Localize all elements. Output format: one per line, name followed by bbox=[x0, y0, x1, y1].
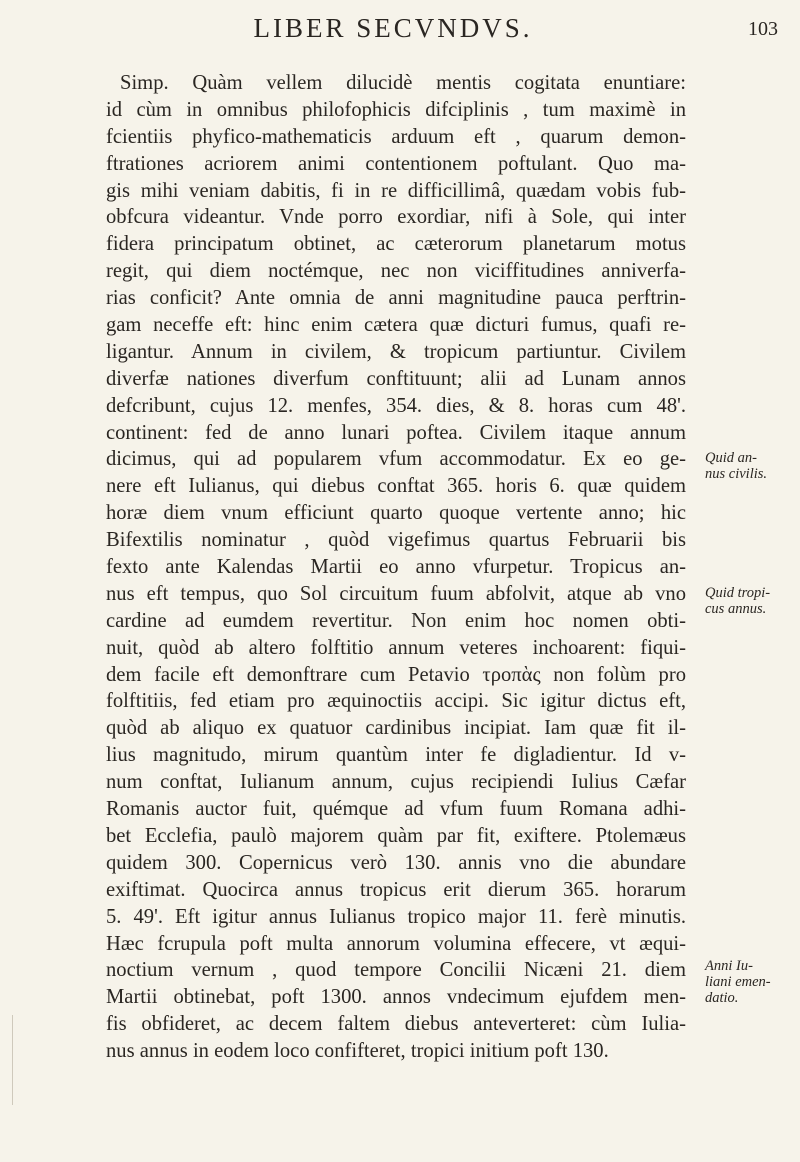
margin-note-civil-year bbox=[705, 450, 767, 482]
text-line: cardine ad eumdem revertitur. Non enim hoc nomen obti- bbox=[106, 609, 686, 632]
margin-note-line: cus annus. bbox=[705, 601, 767, 617]
text-line: gis mihi veniam dabitis, fi in re difficillimâ, quædam vobis fub- bbox=[106, 179, 686, 202]
text-line: fexto ante Kalendas Martii eo anno vfurpetur. Tropicus an- bbox=[106, 556, 686, 579]
text-line: nuit, quòd ab altero folftitio annum veteres inchoarent: fiqui- bbox=[106, 636, 686, 659]
text-line: regit, qui diem noctémque, nec non viciffitudines anniverfa- bbox=[106, 260, 686, 283]
text-line: Bifextilis nominatur , quòd vigefimus quartus Februarii bis bbox=[106, 529, 686, 552]
running-title: LIBER SECVNDVS. bbox=[253, 13, 533, 43]
margin-note-line: nus civilis. bbox=[705, 466, 768, 482]
margin-note-line: datio. bbox=[705, 990, 739, 1006]
text-line: folftitiis, fed etiam pro æquinoctiis accipi. Sic igitur dictus eft, bbox=[106, 690, 686, 713]
text-line: Martii obtinebat, poft 1300. annos vndecimum ejufdem men- bbox=[106, 986, 686, 1009]
text-line: defcribunt, cujus 12. menfes, 354. dies, & 8. horas cum 48'. bbox=[106, 394, 686, 417]
margin-note-line: liani emen- bbox=[705, 974, 771, 990]
text-line: bet Ecclefia, paulò majorem quàm par fit, exiftere. Ptolemæus bbox=[106, 824, 686, 847]
text-line: nere eft Iulianus, qui diebus conftat 365. horis 6. quæ quidem bbox=[106, 475, 686, 498]
text-line: lius magnitudo, mirum quantùm inter fe digladientur. Id v- bbox=[106, 744, 686, 767]
text-line: id cùm in omnibus philofophicis difciplinis , tum maximè in bbox=[106, 98, 686, 121]
text-line: horæ diem vnum efficiunt quarto quoque vertente anno; hic bbox=[106, 502, 686, 525]
text-line: Hæc fcrupula poft multa annorum volumina effecere, vt æqui- bbox=[106, 932, 686, 955]
text-line: num conftat, Iulianum annum, cujus recipiendi Iulius Cæfar bbox=[106, 771, 686, 794]
text-line: dicimus, qui ad popularem vfum accommodatur. Ex eo ge- bbox=[106, 448, 686, 471]
text-line: rias conficit? Ante omnia de anni magnitudine pauca perftrin- bbox=[106, 287, 686, 310]
page-edge-mark bbox=[12, 1015, 13, 1105]
text-line: diverfæ nationes diverfum conftituunt; alii ad Lunam annos bbox=[106, 367, 686, 390]
margin-note-julian-emendation bbox=[705, 958, 771, 1006]
margin-note-line: Anni Iu- bbox=[705, 958, 753, 974]
text-line: continent: fed de anno lunari poftea. Civilem itaque annum bbox=[106, 421, 686, 444]
text-line: fidera principatum obtinet, ac cæterorum planetarum motus bbox=[106, 233, 686, 256]
margin-note-line: Quid tropi- bbox=[705, 585, 771, 601]
page-number: 103 bbox=[748, 18, 778, 40]
text-line: 5. 49'. Eft igitur annus Iulianus tropico major 11. ferè minutis. bbox=[106, 905, 686, 928]
text-line: Simp. Quàm vellem dilucidè mentis cogitata enuntiare: bbox=[120, 72, 686, 94]
text-line: gam neceffe eft: hinc enim cætera quæ dicturi fumus, quafi re- bbox=[106, 314, 686, 337]
text-line: quidem 300. Copernicus verò 130. annis vno die abundare bbox=[106, 851, 686, 874]
text-line: noctium vernum , quod tempore Concilii Nicæni 21. diem bbox=[106, 959, 686, 982]
body-text bbox=[106, 70, 686, 1065]
text-line: obfcura videantur. Vnde porro exordiar, nifi à Sole, qui inter bbox=[106, 206, 686, 229]
text-line: nus eft tempus, quo Sol circuitum fuum abfolvit, atque ab vno bbox=[106, 582, 686, 605]
text-line: nus annus in eodem loco confifteret, tropici initium poft 130. bbox=[106, 1040, 609, 1063]
text-line: Romanis auctor fuit, quémque ad vfum fuum Romana adhi- bbox=[106, 798, 686, 821]
text-line: ligantur. Annum in civilem, & tropicum partiuntur. Civilem bbox=[106, 340, 686, 363]
text-line: fcientiis phyfico-mathematicis arduum eft , quarum demon- bbox=[106, 125, 686, 148]
text-line: ftrationes acriorem animi contentionem poftulant. Quo ma- bbox=[106, 152, 686, 175]
text-line: dem facile eft demonftrare cum Petavio τροπὰς non folùm pro bbox=[106, 663, 686, 686]
margin-note-tropical-year bbox=[705, 585, 770, 617]
text-line: fis obfideret, ac decem faltem diebus anteverteret: cùm Iulia- bbox=[106, 1013, 686, 1036]
margin-note-line: Quid an- bbox=[705, 450, 757, 466]
text-line: exiftimat. Quocirca annus tropicus erit dierum 365. horarum bbox=[106, 878, 686, 901]
text-line: quòd ab aliquo ex quatuor cardinibus incipiat. Iam quæ fit il- bbox=[106, 717, 686, 740]
